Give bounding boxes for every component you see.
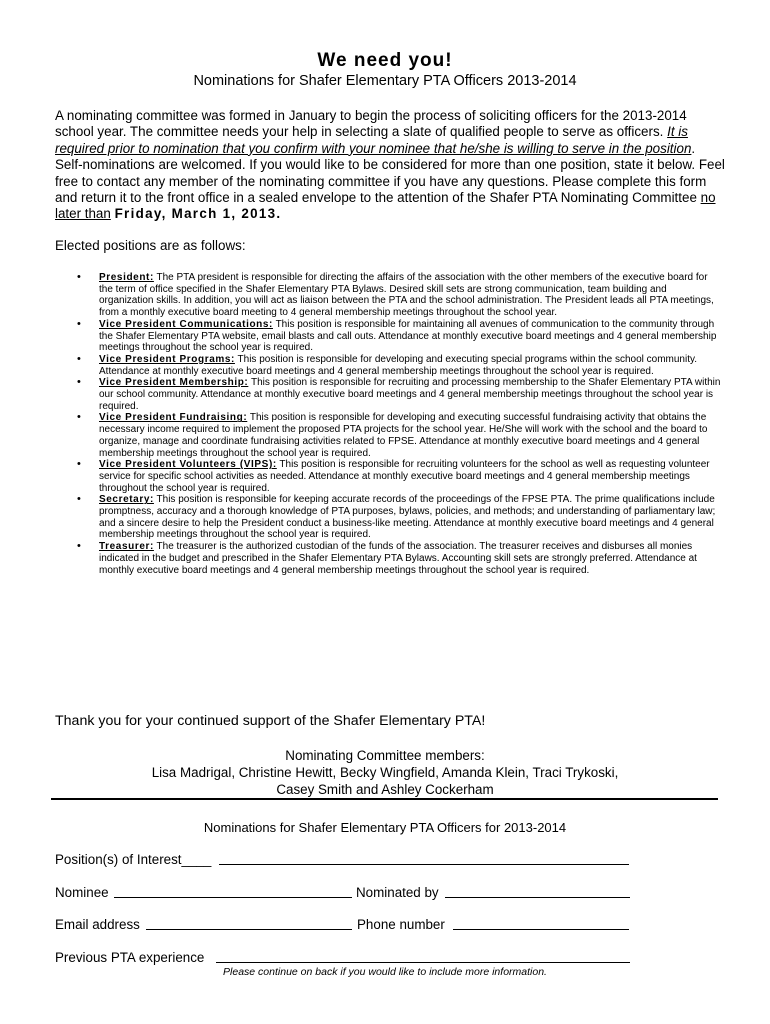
position-title: Vice President Communications:: [99, 318, 273, 330]
intro-text-1: A nominating committee was formed in January to begin the process of soliciting officers for the 2013-2014 school year. The committee needs your help in selecting a slate of qualified people to serve as officers.: [55, 108, 687, 140]
deadline-date: Friday, March 1, 2013.: [114, 206, 282, 222]
position-title: President:: [99, 272, 154, 283]
committee-members-line-2: Casey Smith and Ashley Cockerham: [276, 782, 494, 797]
intro-text-2: . Self-nominations are welcomed. If you would like to be considered for more than one position, state it below. Feel free to contact any member of the nominating committee if you have any questions. Please complete this form and return it to the front office in a sealed envelope to the attention of the Shafer PTA Nominating Committee: [55, 140, 725, 206]
email-label: Email address: [55, 917, 140, 932]
previous-experience-label: Previous PTA experience: [55, 950, 205, 965]
nominated-by-field[interactable]: [445, 897, 630, 898]
position-description: This position is responsible for developing and executing special programs within the school community. Attendance at monthly executive board meetings and 4 general membership meetings throughout the school year is required.: [99, 353, 698, 377]
position-secretary: [99, 494, 721, 541]
position-description: This position is responsible for maintaining all avenues of communication to the community through the Shafer Elementary PTA website, email blasts and call outs. Attendance at monthly executive board meetings and 4 general membership meetings throughout the school year is required.: [99, 318, 717, 354]
position-treasurer: [99, 541, 721, 576]
position-description: This position is responsible for recruiting and processing membership to the Shafer Elementary PTA within our school community. Attendance at monthly executive board meetings and 4 general membership meetings throughout the school year is required.: [99, 377, 721, 412]
intro-requirement: It is required prior to nomination that you confirm with your nominee that he/she is willing to serve in the position: [55, 124, 692, 156]
position-description: This position is responsible for keeping accurate records of the proceedings of the FPSE PTA. The prime qualifications include promptness, accuracy and a thorough knowledge of PTA purposes, bylaws, policies, and methods; and understanding of parliamentary law; and a sincere desire to help the President conduct a business-like meeting. Attendance at monthly executive board meetings and 4 general membership meetings throughout the school year is required.: [99, 494, 716, 541]
position-title: Vice President Programs:: [99, 353, 235, 365]
position-vp-fundraising: [99, 412, 721, 459]
thank-you-note: Thank you for your continued support of the Shafer Elementary PTA!: [55, 713, 486, 729]
positions-list: [99, 272, 721, 576]
position-vp-membership: [99, 377, 721, 412]
position-vp-programs: [99, 354, 721, 377]
email-field[interactable]: [146, 929, 352, 930]
position-title: Secretary:: [99, 494, 154, 506]
previous-experience-field[interactable]: [216, 962, 630, 963]
nominated-by-label: Nominated by: [356, 885, 439, 900]
position-title: Vice President Fundraising:: [99, 412, 248, 424]
position-description: This position is responsible for recruiting volunteers for the school as well as requesting volunteer service for specific school activities as needed. Attendance at monthly executive board meetings and 4 general membership meetings throughout the school year is required.: [99, 459, 710, 494]
position-interest-field[interactable]: [219, 864, 629, 865]
deadline-label: no later than: [55, 190, 716, 222]
position-title: Treasurer:: [99, 541, 154, 553]
intro-paragraph: [55, 108, 725, 223]
position-description: This position is responsible for developing and executing successful fundraising activity that obtains the necessary income required to implement the proposed PTA projects for the school year. He/She will work with the school and the board to organize, manage and coordinate fundraising activities related to FPSE. Attendance at monthly executive board meetings and 4 general membership meetings throughout the school year is required.: [99, 412, 708, 459]
phone-field[interactable]: [453, 929, 629, 930]
committee-members-line-1: Lisa Madrigal, Christine Hewitt, Becky Wingfield, Amanda Klein, Traci Trykoski,: [151, 765, 619, 780]
form-title: Nominations for Shafer Elementary PTA Officers for 2013-2014: [203, 820, 567, 835]
page-subtitle: Nominations for Shafer Elementary PTA Officers 2013-2014: [193, 73, 577, 89]
committee-label: Nominating Committee members:: [285, 748, 485, 763]
position-description: The treasurer is the authorized custodian of the funds of the association. The treasurer receives and disburses all monies indicated in the budget and prescribed in the Shafer Elementary PTA Bylaws. Accounting skill sets are strongly preferred. Attendance at monthly executive board meetings and 4 general membership meetings throughout the school year is required.: [99, 541, 697, 576]
phone-label: Phone number: [357, 917, 445, 932]
position-title: Vice President Volunteers (VIPS):: [99, 459, 277, 471]
nominee-field[interactable]: [114, 897, 352, 898]
position-president: [99, 272, 721, 319]
page-title: We need you!: [317, 50, 453, 71]
position-interest-label: Position(s) of Interest____: [55, 852, 212, 867]
position-title: Vice President Membership:: [99, 377, 249, 389]
elected-positions-label: Elected positions are as follows:: [55, 238, 246, 253]
section-divider: [51, 798, 718, 800]
committee-block: [0, 747, 770, 798]
position-description: The PTA president is responsible for directing the affairs of the association with the other members of the executive board for the term of office specified in the Shafer Elementary PTA Bylaws. Desired skill sets are strong communication, team building and organization skills. In addition, you will act as liaison between the PTA and the school administration. The President leads all PTA meetings, from a monthly executive board meeting to 4 general membership meetings throughout the school year.: [99, 272, 714, 319]
position-vp-volunteers: [99, 459, 721, 494]
nominee-label: Nominee: [55, 885, 109, 900]
continue-note: Please continue on back if you would like to include more information.: [223, 966, 547, 978]
position-vp-communications: [99, 319, 721, 354]
